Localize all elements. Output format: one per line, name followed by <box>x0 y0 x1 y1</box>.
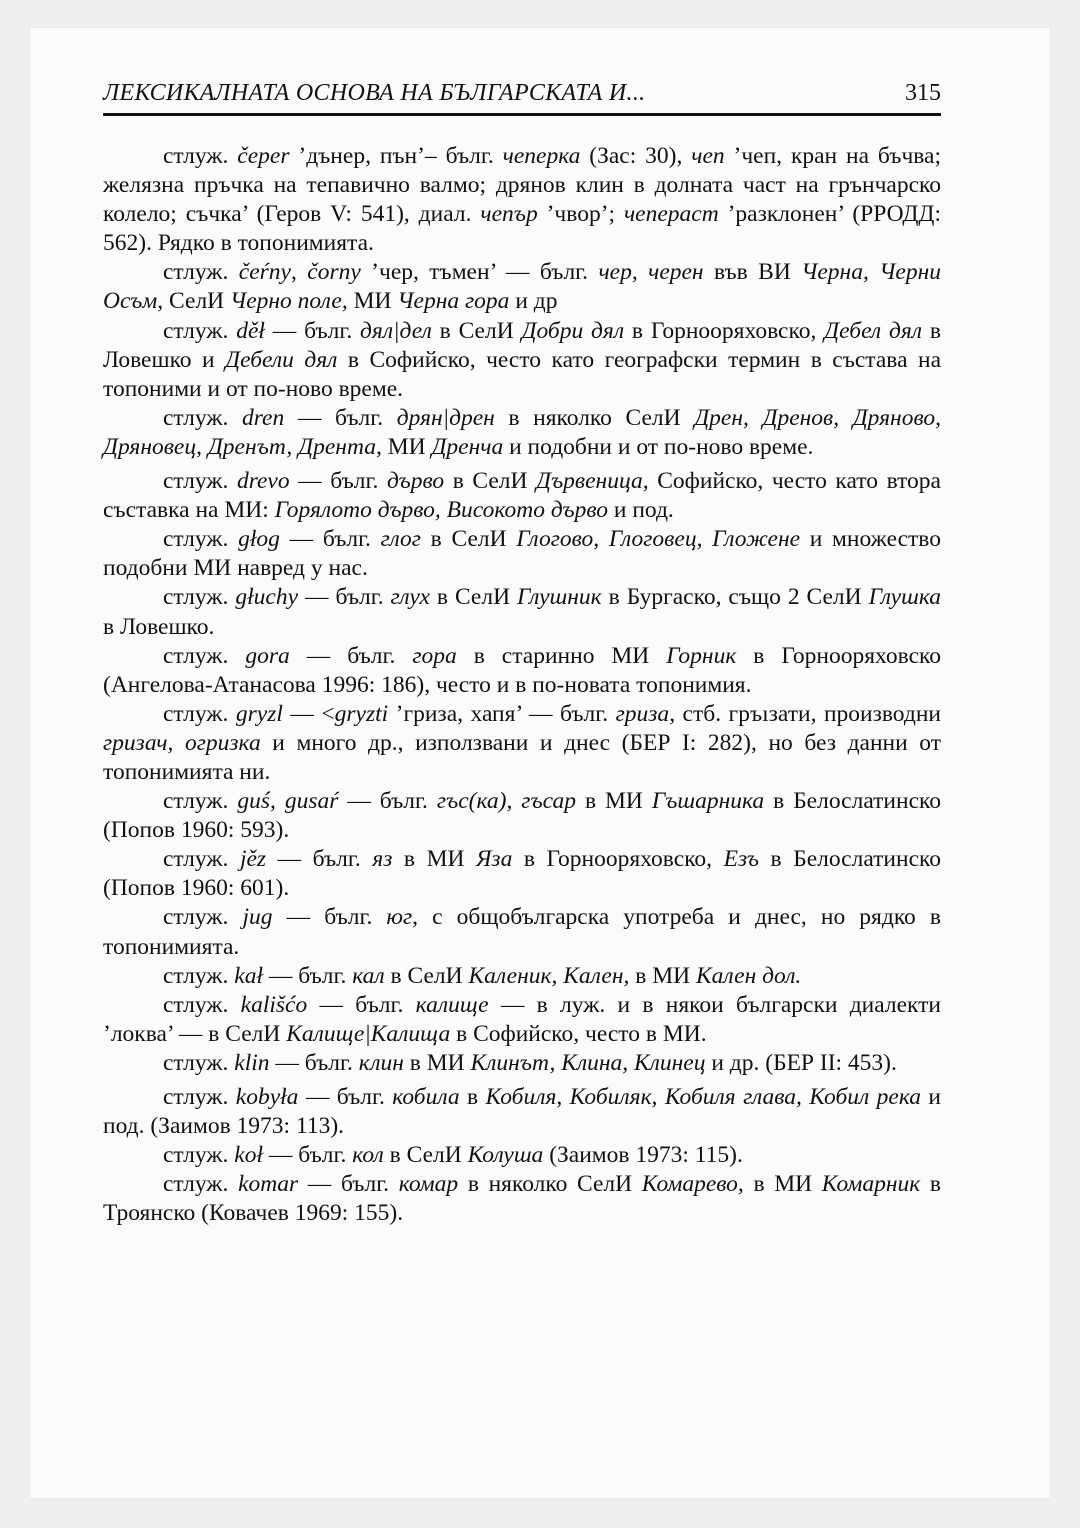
entry-del: стлуж. děł — бълг. дял|дел в СелИ Добри дял в Горнооряховско, Дебел дял в Ловешко и Дебели дял в Софийско, често като географски термин в състава на топоними и от по-ново време. <box>103 317 942 402</box>
entry-kol: стлуж. koł — бълг. кол в СелИ Колуша (Заимов 1973: 115). <box>163 1142 743 1169</box>
entry-jug: стлуж. jug — бълг. юг, с общобългарска употреба и днес, но рядко в топонимията. <box>103 904 941 960</box>
entry-kalisco: стлуж. kališćo — бълг. калище — в луж. и в някои български диалекти ’локва’ — в СелИ Калище|Калища в Софийско, често в МИ. <box>103 991 941 1047</box>
header-title: ЛЕКСИКАЛНАТА ОСНОВА НА БЪЛГАРСКАТА И... <box>103 80 646 106</box>
entry-gora: стлуж. gora — бълг. гора в старинно МИ Горник в Горнооряховско (Ангелова-Атанасова 1996: 186), често и в по-новата топонимия. <box>103 642 941 698</box>
page-number: 315 <box>905 80 941 106</box>
entry-klin: стлуж. klin — бълг. клин в МИ Клинът, Клина, Клинец и др. (БЕР II: 453). <box>163 1049 897 1076</box>
entry-gus: стлуж. guś, gusaŕ — бълг. гъс(ка), гъсар в МИ Гъшарника в Белослатинско (Попов 1960: 593). <box>103 788 941 844</box>
entry-dren: стлуж. dren — бълг. дрян|дрен в няколко СелИ Дрен, Дренов, Дряново, Дряновец, Дренът, Дрента, МИ Дренча и подобни и от по-ново време. <box>103 404 941 460</box>
entry-glog: стлуж. głog — бълг. глог в СелИ Глогово, Глоговец, Гложене и множество подобни МИ навред у нас. <box>103 526 941 582</box>
entry-gryzl: стлуж. gryzl — <gryzti ’гриза, хапя’ — бълг. гриза, стб. гръıзати, производни гризач, огризка и много др., използвани и днес (БЕР I: 282), но без данни от топонимията ни. <box>103 700 941 785</box>
running-header <box>103 80 941 107</box>
entry-drevo: стлуж. drevo — бълг. дърво в СелИ Дървеница, Софийско, често като втора съставка на МИ: Горялото дърво, Високото дърво и под. <box>103 468 941 524</box>
entry-kal: стлуж. kał — бълг. кал в СелИ Каленик, Кален, в МИ Кален дол. <box>163 962 802 989</box>
entry-kobyla: стлуж. kobyła — бълг. кобила в Кобиля, Кобиляк, Кобиля глава, Кобил река и под. (Заимов 1973: 113). <box>103 1084 941 1140</box>
header-rule <box>103 113 941 116</box>
entry-cheper: стлуж. čeper ’дънер, пън’– бълг. чеперка (Зас: 30), чеп ’чеп, кран на бъчва; желязна пръчка на тепавично валмо; дрянов клин в долната част на грънчарско колело; съчка’ (Геров V: 541), диал. чепър ’чвор’; чепераст ’разклонен’ (РРОДД: 562). Рядко в топонимията. <box>103 143 942 257</box>
entry-komar: стлуж. komar — бълг. комар в няколко СелИ Комарево, в МИ Комарник в Троянско (Ковачев 1969: 155). <box>103 1171 941 1227</box>
page-body <box>103 142 941 1228</box>
entry-gluchy: стлуж. głuchy — бълг. глух в СелИ Глушник в Бургаско, също 2 СелИ Глушка в Ловешко. <box>103 584 941 640</box>
entry-cherny: стлуж. čeŕny, čorny ’чер, тъмен’ — бълг. чер, черен във ВИ Черна, Черни Осъм, СелИ Черно поле, МИ Черна гора и др <box>103 259 942 315</box>
entry-jez: стлуж. jěz — бълг. яз в МИ Яза в Горнооряховско, Езъ в Белослатинско (Попов 1960: 601). <box>103 846 941 902</box>
